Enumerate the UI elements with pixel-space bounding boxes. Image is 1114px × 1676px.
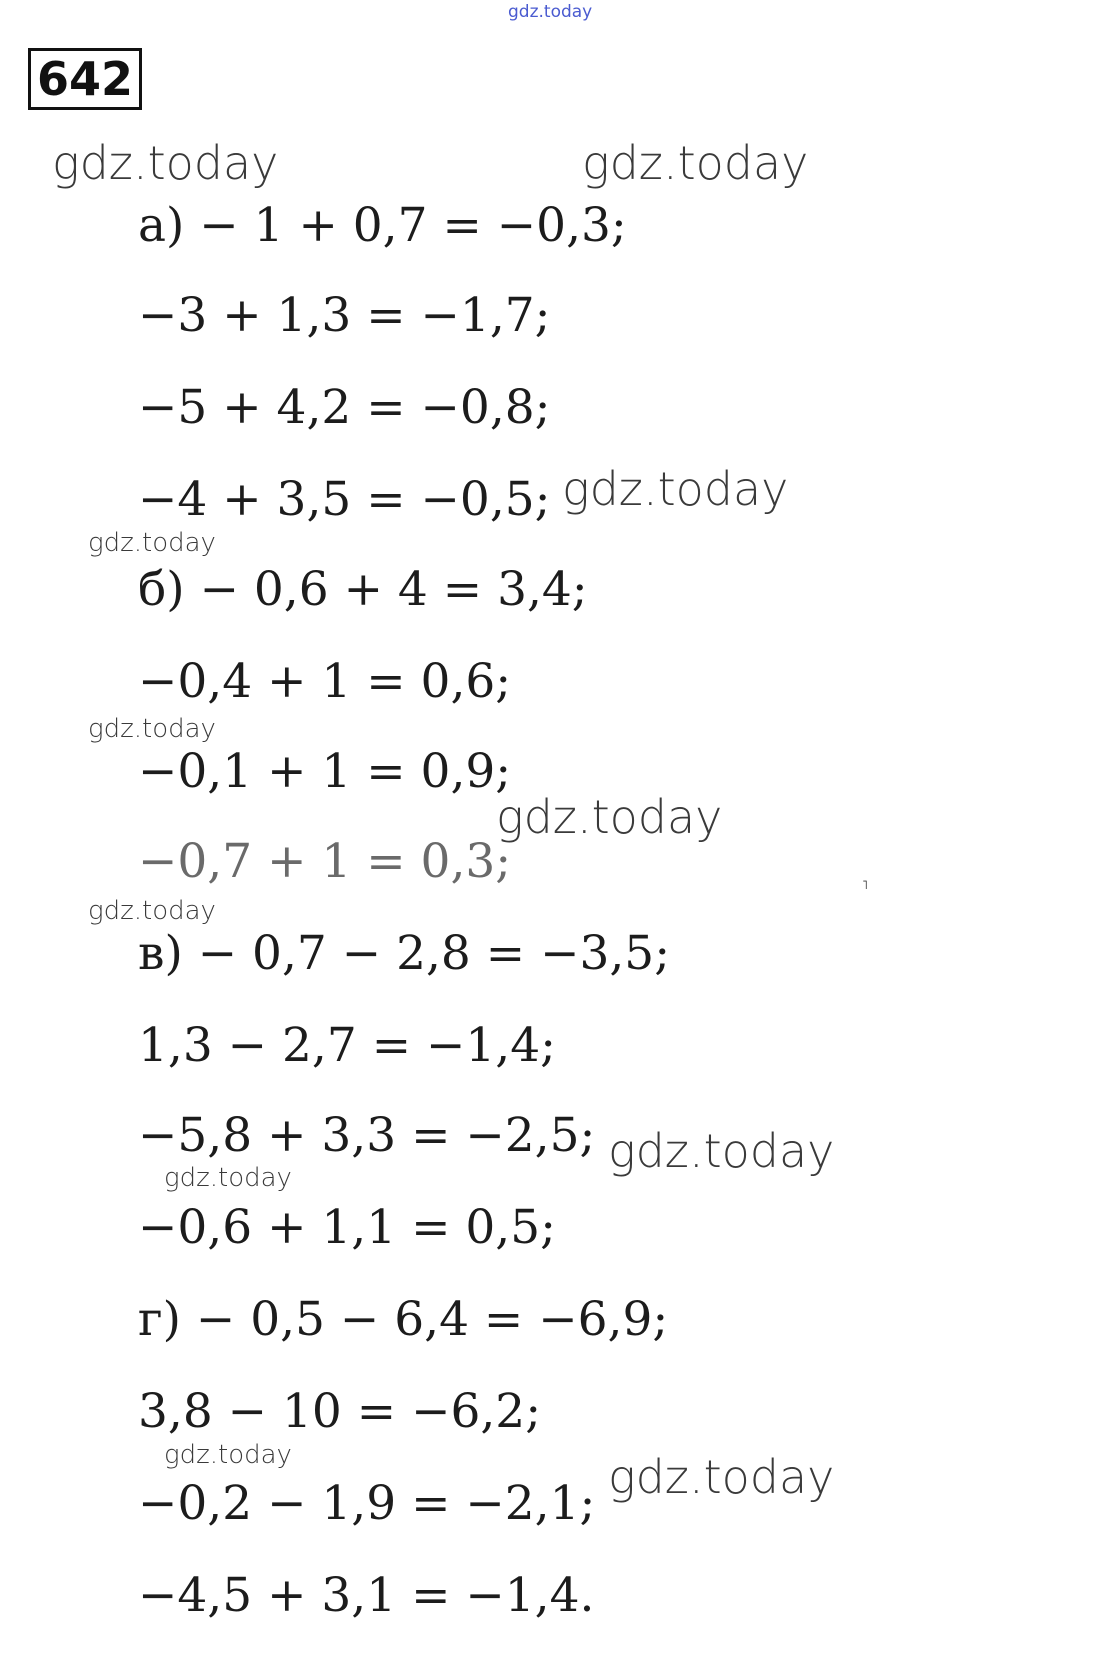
solution-line-g2: 3,8 − 10 = −6,2; [138,1384,542,1439]
watermark: gdz.today [88,714,216,744]
solution-line-b1: б) − 0,6 + 4 = 3,4; [138,562,588,617]
watermark: gdz.today [88,528,216,558]
watermark: gdz.today [562,462,789,516]
solution-line-v3: −5,8 + 3,3 = −2,5; [138,1108,596,1163]
solution-line-v1: в) − 0,7 − 2,8 = −3,5; [138,926,671,981]
solution-line-v4: −0,6 + 1,1 = 0,5; [138,1200,556,1255]
solution-line-a1: а) − 1 + 0,7 = −0,3; [138,198,627,253]
top-watermark: gdz.today [508,2,593,22]
solution-line-v2: 1,3 − 2,7 = −1,4; [138,1018,556,1073]
watermark: gdz.today [608,1124,835,1178]
solution-line-a2: −3 + 1,3 = −1,7; [138,288,551,343]
solution-line-a4: −4 + 3,5 = −0,5; [138,472,551,527]
solution-line-a3: −5 + 4,2 = −0,8; [138,380,551,435]
watermark: gdz.today [608,1450,835,1504]
solution-line-g4: −4,5 + 3,1 = −1,4. [138,1568,595,1623]
watermark: gdz.today [164,1440,292,1470]
watermark: gdz.today [582,136,809,190]
solution-line-b4: −0,7 + 1 = 0,3; [138,834,512,889]
stray-mark: ˥ [862,878,868,892]
solution-line-b2: −0,4 + 1 = 0,6; [138,654,512,709]
watermark: gdz.today [88,896,216,926]
watermark: gdz.today [496,790,723,844]
watermark: gdz.today [52,136,279,190]
solution-line-b3: −0,1 + 1 = 0,9; [138,744,512,799]
solution-line-g1: г) − 0,5 − 6,4 = −6,9; [138,1292,669,1347]
watermark: gdz.today [164,1163,292,1193]
task-number-box: 642 [28,48,142,110]
solution-line-g3: −0,2 − 1,9 = −2,1; [138,1476,596,1531]
